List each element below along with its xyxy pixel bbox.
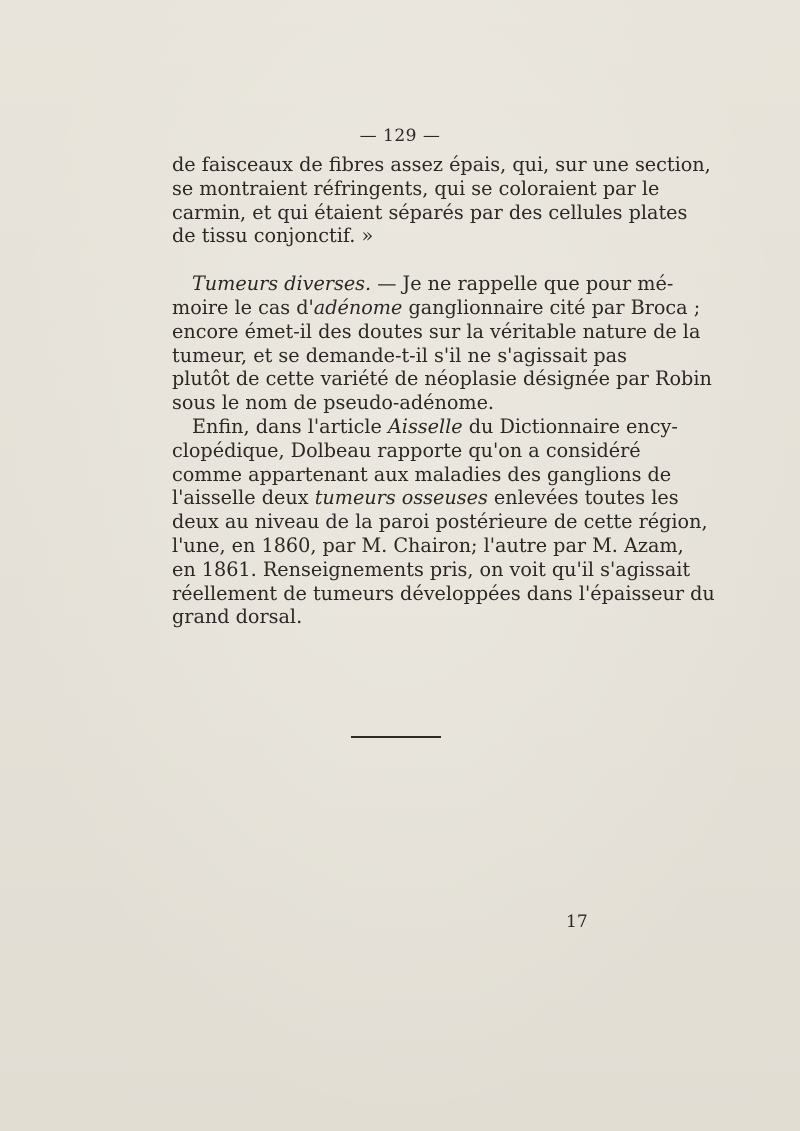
text-line: encore émet-il des doutes sur la véritable nature de la (172, 319, 701, 343)
italic-term: adénome (313, 295, 403, 319)
text-line: comme appartenant aux maladies des ganglions de (172, 462, 672, 486)
text-span: — Je ne rappelle que pour mé- (371, 272, 674, 296)
text-line: l'une, en 1860, par M. Chairon; l'autre par M. Azam, (172, 533, 684, 557)
section-heading: Tumeurs diverses. (192, 272, 372, 296)
text-line: plutôt de cette variété de néoplasie désignée par Robin (172, 367, 712, 391)
paragraph-1 (172, 153, 711, 248)
text-line: grand dorsal. (172, 605, 303, 629)
text-line (172, 272, 674, 296)
italic-term: Aisselle (387, 414, 463, 438)
italic-term: tumeurs osseuses (314, 486, 488, 510)
page-number: — 129 — (359, 126, 441, 146)
text-line: clopédique, Dolbeau rapporte qu'on a considéré (172, 438, 641, 462)
text-span: enlevées toutes les (487, 486, 679, 510)
text-line: carmin, et qui étaient séparés par des cellules plates (172, 200, 688, 224)
section-divider (351, 736, 441, 738)
paragraph-2 (172, 272, 712, 415)
text-span: du Dictionnaire ency- (462, 414, 678, 438)
signature-mark: 17 (566, 912, 588, 932)
text-line: de tissu conjonctif. » (172, 224, 374, 248)
paragraph-3 (172, 414, 715, 629)
text-line: tumeur, et se demande-t-il s'il ne s'agissait pas (172, 343, 627, 367)
text-span: Enfin, dans l'article (192, 414, 388, 438)
text-line (172, 295, 701, 320)
text-span: l'aisselle deux (172, 486, 315, 510)
text-line: en 1861. Renseignements pris, on voit qu'il s'agissait (172, 557, 691, 581)
text-line: deux au niveau de la paroi postérieure de cette région, (172, 510, 708, 534)
text-line: sous le nom de pseudo-adénome. (172, 391, 495, 415)
text-span: moire le cas d' (172, 295, 314, 319)
text-line (172, 414, 678, 439)
text-line: se montraient réfringents, qui se coloraient par le (172, 176, 660, 200)
text-line (172, 486, 679, 510)
body-text (172, 153, 715, 629)
paragraph-gap (172, 248, 626, 272)
text-line: de faisceaux de fibres assez épais, qui, sur une section, (172, 153, 711, 176)
text-line: réellement de tumeurs développées dans l'épaisseur du (172, 581, 715, 605)
text-span: ganglionnaire cité par Broca ; (402, 295, 701, 319)
